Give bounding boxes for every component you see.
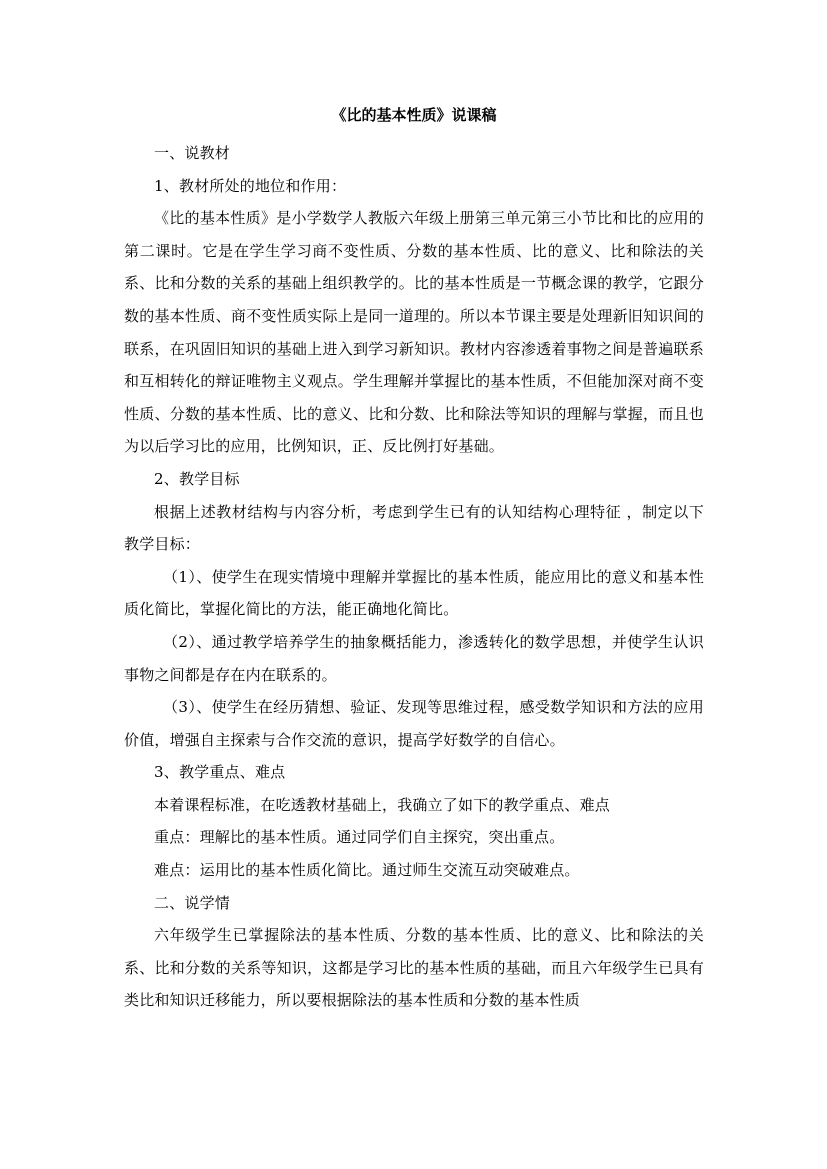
section-heading-teaching-material: 一、说教材	[154, 144, 231, 162]
section-heading-learner-analysis: 二、说学情	[154, 893, 231, 912]
document-body	[124, 100, 704, 1017]
objective-item-1: （1）、使学生在现实情境中理解并掌握比的基本性质，能应用比的意义和基本性质化简比，掌握化简比的方法，能正确地化简比。	[124, 567, 704, 619]
paragraph-points-intro: 本着课程标准，在吃透教材基础上，我确立了如下的教学重点、难点	[154, 795, 611, 814]
paragraph-position-and-role: 《比的基本性质》是小学数学人教版六年级上册第三单元第三小节比和比的应用的第二课时。它是在学生学习商不变性质、分数的基本性质、比的意义、比和除法的关系、比和分数的关系的基础上组织教学的。比的基本性质是一节概念课的教学，它跟分数的基本性质、商不变性质实际上是同一道理的。所以本节课主要是处理新旧知识间的联系，在巩固旧知识的基础上进入到学习新知识。教材内容渗透着事物之间是普遍联系和互相转化的辩证唯物主义观点。学生理解并掌握比的基本性质，不但能加深对商不变性质、分数的基本性质、比的意义、比和分数、比和除法等知识的理解与掌握，而且也为以后学习比的应用，比例知识，正、反比例打好基础。	[124, 209, 704, 456]
subheading-key-and-difficult-points: 3、教学重点、难点	[154, 763, 286, 782]
paragraph-difficult-point: 难点：运用比的基本性质化简比。通过师生交流互动突破难点。	[154, 861, 580, 880]
subheading-position-and-role: 1、教材所处的地位和作用：	[154, 176, 347, 195]
objective-item-2: （2）、通过教学培养学生的抽象概括能力，渗透转化的数学思想，并使学生认识事物之间都是存在内在联系的。	[124, 632, 704, 684]
objective-item-3: （3）、使学生在经历猜想、验证、发现等思维过程，感受数学知识和方法的应用价值，增强自主探索与合作交流的意识，提高学好数学的自信心。	[124, 698, 704, 749]
subheading-teaching-objectives: 2、教学目标	[154, 469, 240, 488]
paragraph-key-point: 重点：理解比的基本性质。通过同学们自主探究，突出重点。	[154, 828, 565, 847]
document-title: 《比的基本性质》说课稿	[331, 106, 497, 124]
paragraph-learner-analysis: 六年级学生已掌握除法的基本性质、分数的基本性质、比的意义、比和除法的关系、比和分数的关系等知识，这都是学习比的基本性质的基础，而且六年级学生已具有类比和知识迁移能力，所以要根据除法的基本性质和分数的基本性质	[124, 926, 704, 1010]
paragraph-objectives-intro: 根据上述教材结构与内容分析，考虑到学生已有的认知结构心理特征 ，制定以下教学目标：	[124, 502, 704, 554]
